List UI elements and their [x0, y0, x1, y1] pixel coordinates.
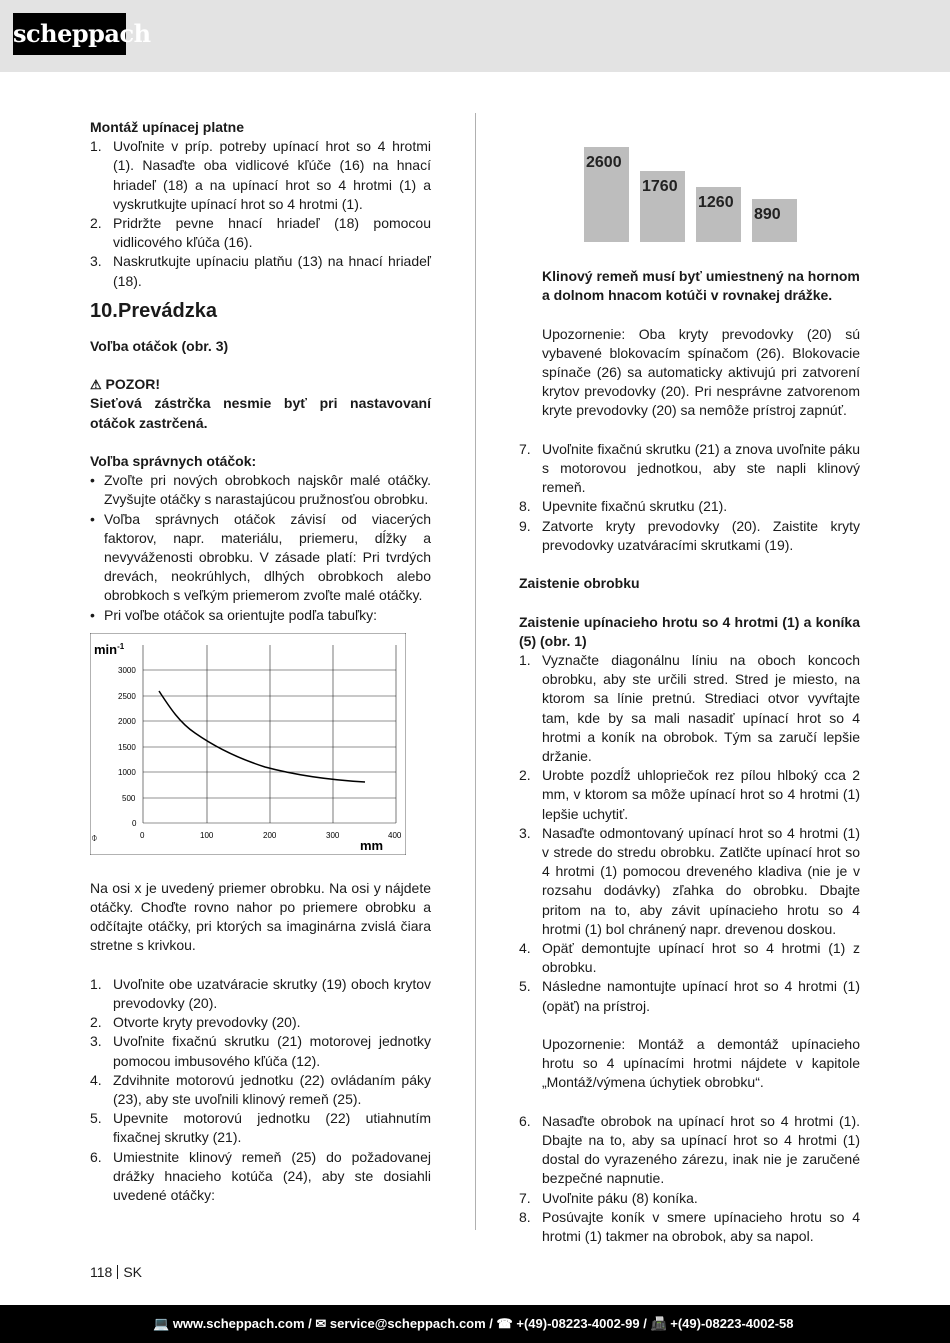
- right-column: [519, 119, 860, 1246]
- list-item: • Zvoľte pri nových obrobkoch najskôr malé otáčky. Zvyšujte otáčky s narastajúcou pružnosťou obrobku.: [90, 472, 431, 508]
- speed-title: Voľba otáčok (obr. 3): [90, 337, 229, 354]
- warning-label: POZOR!: [105, 376, 160, 393]
- speed-bullets: [90, 471, 431, 625]
- y-tick: 1500: [118, 742, 136, 752]
- y-tick: 2000: [118, 716, 136, 726]
- belt-steps-continued: [519, 440, 860, 555]
- y-tick: 500: [122, 793, 136, 803]
- diameter-icon: ⌽: [91, 830, 98, 844]
- fax-number: +(49)-08223-4002-58: [670, 1316, 794, 1331]
- x-tick: 100: [200, 830, 214, 840]
- page-header: [0, 0, 950, 72]
- page-number: 118 SK: [90, 1264, 143, 1280]
- list-item: 2. Otvorte kryty prevodovky (20).: [90, 1014, 301, 1031]
- list-item: 2. Pridržte pevne hnací hriadeľ (18) pomocou vidlicového kľúča (16).: [90, 215, 431, 251]
- list-item: 2. Urobte pozdĺž uhlopriečok rez pílou hlboký cca 2 mm, v ktorom sa môže upínací hrot so 4 hrotmi (1) lepšie uchytiť.: [519, 767, 860, 822]
- list-item: • Voľba správnych otáčok závisí od viacerých faktorov, napr. materiálu, priemeru, dĺžky a nevyváženosti obrobku. V zásade platí: Pri tvrdých drevách, neokrúhlych, dlhých obrobkoch alebo obrobkoch s veľkým priemerom zvoľte malé otáčky.: [90, 510, 431, 604]
- list-item: 5. Následne namontujte upínací hrot so 4 hrotmi (1) (opäť) na prístroj.: [519, 978, 860, 1014]
- belt-steps: [90, 975, 431, 1205]
- section-number: 10.: [90, 299, 118, 322]
- list-item: • Pri voľbe otáčok sa orientujte podľa tabuľky:: [90, 606, 377, 623]
- left-column: [90, 118, 431, 1205]
- secure-steps: [519, 651, 860, 1016]
- list-item: 3. Uvoľnite fixačnú skrutku (21) motorovej jednotky pomocou imbusového kľúča (12).: [90, 1033, 431, 1069]
- speed-bar-label: 890: [754, 206, 781, 223]
- list-item: 3. Naskrutkujte upínaciu platňu (13) na hnací hriadeľ (18).: [90, 253, 431, 289]
- y-tick-labels: [118, 666, 137, 828]
- correct-speed-title: Voľba správnych otáčok:: [90, 453, 257, 470]
- brand-logo: scheppach: [13, 13, 126, 55]
- x-tick: 400: [388, 830, 402, 840]
- list-item: 7. Uvoľnite páku (8) koníka.: [519, 1189, 698, 1206]
- mount-title: Montáž upínacej platne: [90, 119, 245, 135]
- secure-title: Zaistenie obrobku: [519, 575, 640, 592]
- graph-grid: [143, 645, 396, 823]
- x-tick: 300: [326, 830, 340, 840]
- list-item: 7. Uvoľnite fixačnú skrutku (21) a znova uvoľnite páku s motorovou jednotkou, aby ste napli klinový remeň.: [519, 440, 860, 496]
- list-item: 4. Opäť demontujte upínací hrot so 4 hrotmi (1) z obrobku.: [519, 940, 860, 976]
- computer-icon: 💻: [153, 1316, 170, 1331]
- speed-curve: [159, 691, 365, 782]
- graph-frame: [90, 633, 406, 855]
- list-item: 8. Upevnite fixačnú skrutku (21).: [519, 498, 728, 515]
- y-axis-label: $\min^{-1}$: [94, 641, 125, 657]
- phone-icon: ☎: [496, 1316, 513, 1331]
- y-tick: 1000: [118, 767, 136, 777]
- secure-subtitle: Zaistenie upínacieho hrotu so 4 hrotmi (1) a koníka (5) (obr. 1): [519, 613, 860, 649]
- list-item: 1. Uvoľnite obe uzatváracie skrutky (19) oboch krytov prevodovky (20).: [90, 975, 431, 1012]
- graph-svg: [90, 633, 406, 855]
- website-link[interactable]: www.scheppach.com /: [172, 1316, 312, 1331]
- belt-note: Klinový remeň musí byť umiestnený na hornom a dolnom hnacom kotúči v rovnakej drážke.: [542, 268, 860, 304]
- column-divider: [475, 113, 476, 1230]
- list-item: 6. Nasaďte obrobok na upínací hrot so 4 hrotmi (1). Dbajte na to, aby sa upínací hrot so 4 hrotmi (1) dostal do vyrazeného zárezu, inak nie je zaručené bezpečné napnutie.: [519, 1112, 860, 1187]
- mount-note: Upozornenie: Montáž a demontáž upínacieho hrotu so 4 upínacími hrotmi nájdete v kapitole „Montáž/výmena úchytiek obrobku“.: [542, 1036, 860, 1091]
- speed-bars: [584, 132, 814, 244]
- list-item: 4. Zdvihnite motorovú jednotku (22) ovládaním páky (23), aby ste uvoľnili klinový remeň (25).: [90, 1071, 431, 1108]
- list-item: 8. Posúvajte koník v smere upínacieho hrotu so 4 hrotmi (1) takmer na obrobok, aby sa napol.: [519, 1208, 860, 1245]
- secure-steps-continued: [519, 1112, 860, 1246]
- warning-heading: [90, 375, 431, 394]
- speed-bar-label: 1260: [698, 194, 734, 211]
- x-tick: 200: [263, 830, 277, 840]
- list-item: 3. Nasaďte odmontovaný upínací hrot so 4 hrotmi (1) v strede do stredu obrobku. Zatlčte upínací hrot so 4 hrotmi (1) pomocou dreveného kladiva (nie je v rozsahu dodávky) zľahka do obrobku. Dbajte pritom na to, aby závit upínacieho hrotu so 4 hrotmi (1) bol chránený napr. drevenou doskou.: [519, 824, 860, 937]
- speed-bar-label: 2600: [586, 154, 622, 171]
- speed-diameter-graph: [90, 633, 406, 855]
- graph-explanation: Na osi x je uvedený priemer obrobku. Na osi y nájdete otáčky. Choďte rovno nahor po priemere obrobku a odčítajte otáčky, pri ktorých sa imaginárna zvislá čiara stretne s krivkou.: [90, 879, 431, 954]
- x-tick: 0: [140, 830, 145, 840]
- speed-bar-label: 1760: [642, 178, 678, 195]
- interlock-note: Upozornenie: Oba kryty prevodovky (20) sú vybavené blokovacím spínačom (26). Blokovacie spínače (26) sa automaticky aktivujú pri zatvorení krytov prevodovky (20). Pri nesprávne zatvorenom kryte prevodovky (20) sa nemôže prístroj zapnúť.: [542, 325, 860, 419]
- mail-icon: ✉: [315, 1316, 327, 1331]
- list-item: 6. Umiestnite klinový remeň (25) do požadovanej drážky hnacieho kotúča (24), aby ste dosiahli uvedené otáčky:: [90, 1148, 431, 1204]
- email-link[interactable]: service@scheppach.com /: [329, 1316, 493, 1331]
- section-heading: [90, 299, 431, 323]
- warning-text: Sieťová zástrčka nesmie byť pri nastavovaní otáčok zastrčená.: [90, 395, 431, 431]
- phone-number: +(49)-08223-4002-99 /: [516, 1316, 647, 1331]
- list-item: 9. Zatvorte kryty prevodovky (20). Zaistite kryty prevodovky uzatváracími skrutkami (19).: [519, 517, 860, 553]
- page-footer: [0, 1305, 950, 1343]
- y-tick: 3000: [118, 665, 136, 675]
- section-title: Prevádzka: [118, 299, 217, 322]
- x-axis-label: mm: [360, 837, 384, 853]
- y-tick: 2500: [118, 691, 136, 701]
- list-item: 1. Uvoľnite v príp. potreby upínací hrot so 4 hrotmi (1). Nasaďte oba vidlicové kľúče (16) na hnací hriadeľ (18) a na upínací hrot so 4 hrotmi (1) a vyskrutkujte upínací hrot so 4 hrotmi (1).: [90, 138, 431, 212]
- warning-icon: ⚠: [90, 377, 102, 393]
- fax-icon: 📠: [650, 1316, 667, 1331]
- list-item: 1. Vyznačte diagonálnu líniu na oboch koncoch obrobku, aby ste určili stred. Stred je miesto, na ktorom sa línie pretnú. Strediaci otvor vyvŕtajte tam, kde by sa mali nasadiť upínací hrot so 4 hrotmi a koník na obrobok. Tým sa zaručí lepšie držanie.: [519, 652, 860, 765]
- list-item: 5. Upevnite motorovú jednotku (22) utiahnutím fixačnej skrutky (21).: [90, 1110, 431, 1146]
- mount-steps: [90, 137, 431, 291]
- y-tick: 0: [132, 818, 137, 828]
